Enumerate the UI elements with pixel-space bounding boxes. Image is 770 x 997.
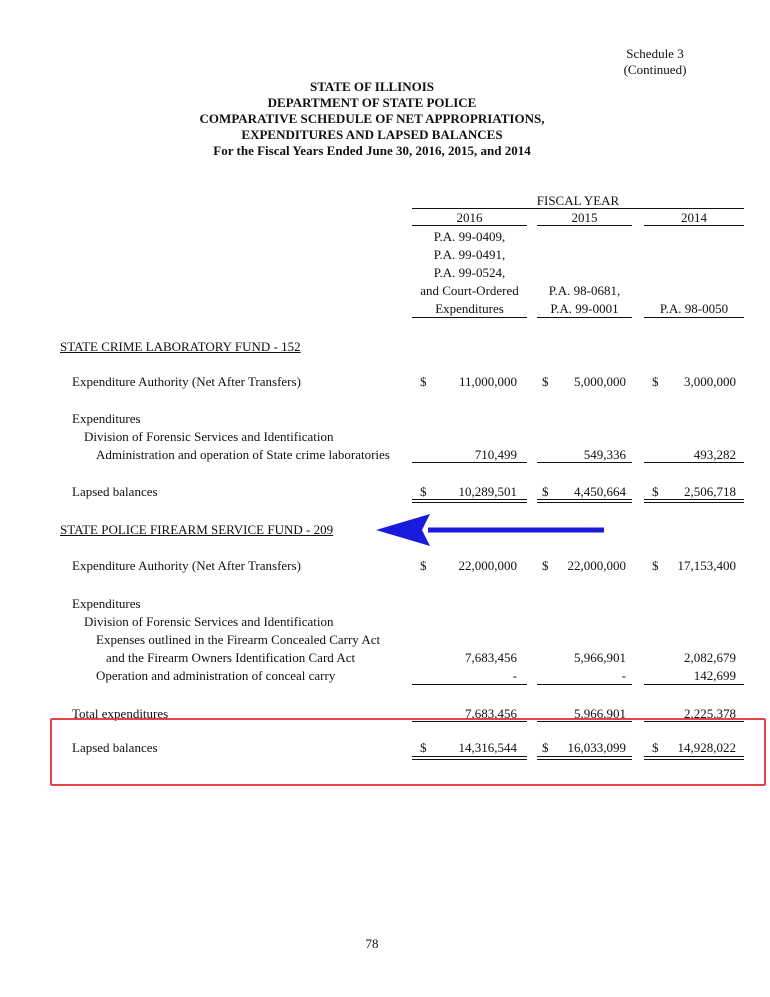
fund209-total-label: Total expenditures (72, 706, 169, 721)
page-number: 78 (365, 936, 379, 951)
dollar-sign: $ (542, 484, 549, 499)
fund209-expenses-2016: 7,683,456 (465, 650, 517, 665)
col2015-header-rule (537, 317, 632, 318)
fund152-authority-2014: 3,000,000 (684, 374, 736, 389)
col2016-authority-line: P.A. 99-0491, (433, 247, 506, 262)
fund209-title: STATE POLICE FIREARM SERVICE FUND - 209 (60, 522, 334, 537)
dollar-sign: $ (420, 374, 427, 389)
fund152-total-double-rule (412, 499, 527, 503)
fund152-subtotal-rule (412, 462, 527, 463)
year-2014: 2014 (681, 210, 707, 225)
fund152-admin-2014: 493,282 (693, 447, 736, 462)
schedule-continued: (Continued) (623, 62, 687, 77)
fund152-title: STATE CRIME LABORATORY FUND - 152 (60, 339, 301, 354)
title-expenditures: EXPENDITURES AND LAPSED BALANCES (241, 127, 503, 142)
fund209-lapsed-2014: 14,928,022 (677, 740, 736, 755)
fund209-subtotal-rule (644, 684, 744, 685)
fund209-expenditures-label: Expenditures (72, 596, 141, 611)
fund209-expenses-label-line1: Expenses outlined in the Firearm Concealed Carry Act (96, 632, 381, 647)
col2014-authority-line: P.A. 98-0050 (659, 301, 729, 316)
year-2016: 2016 (456, 210, 483, 225)
fund152-lapsed-2014: 2,506,718 (684, 484, 736, 499)
dollar-sign: $ (652, 740, 659, 755)
dollar-sign: $ (652, 558, 659, 573)
dollar-sign: $ (420, 484, 427, 499)
dollar-sign: $ (420, 558, 427, 573)
dollar-sign: $ (420, 740, 427, 755)
col2015-authority-line: P.A. 98-0681, (548, 283, 621, 298)
fund152-total-double-rule (644, 499, 744, 503)
col2016-authority-line: P.A. 99-0409, (433, 229, 506, 244)
fund209-operation-2014: 142,699 (693, 668, 736, 683)
col2015-authority-line: P.A. 99-0001 (550, 301, 619, 316)
fund152-lapsed-2015: 4,450,664 (574, 484, 626, 499)
col2016-header-rule (412, 317, 527, 318)
fund209-authority-label: Expenditure Authority (Net After Transfers) (72, 558, 301, 573)
title-schedule: COMPARATIVE SCHEDULE OF NET APPROPRIATIONS, (199, 111, 545, 126)
col2016-authority-line: P.A. 99-0524, (433, 265, 506, 280)
col2016-authority-line: and Court-Ordered (420, 283, 519, 298)
year-2014-rule (644, 225, 744, 226)
fiscal-year-header: FISCAL YEAR (536, 193, 620, 208)
fund209-lapsed-double-rule (412, 756, 527, 760)
fund209-total-2014: 2,225,378 (684, 706, 736, 721)
title-fiscal-years: For the Fiscal Years Ended June 30, 2016, 2015, and 2014 (213, 143, 531, 158)
fund152-lapsed-label: Lapsed balances (72, 484, 158, 499)
fund152-division-label: Division of Forensic Services and Identification (84, 429, 334, 444)
fund209-lapsed-double-rule (644, 756, 744, 760)
col2014-header-rule (644, 317, 744, 318)
title-department: DEPARTMENT OF STATE POLICE (267, 95, 477, 110)
dollar-sign: $ (542, 374, 549, 389)
year-2015-rule (537, 225, 632, 226)
fund152-subtotal-rule (537, 462, 632, 463)
fund152-admin-label: Administration and operation of State crime laboratories (96, 447, 390, 462)
dollar-sign: $ (542, 558, 549, 573)
title-state: STATE OF ILLINOIS (309, 79, 435, 94)
fund209-subtotal-rule (412, 684, 527, 685)
dollar-sign: $ (542, 740, 549, 755)
schedule-label: Schedule 3 (626, 46, 684, 61)
fund209-authority-2015: 22,000,000 (567, 558, 626, 573)
fund209-authority-2016: 22,000,000 (458, 558, 517, 573)
fund209-subtotal-rule (537, 684, 632, 685)
dollar-sign: $ (652, 484, 659, 499)
fund152-authority-2015: 5,000,000 (574, 374, 626, 389)
fund209-lapsed-double-rule (537, 756, 632, 760)
fund209-lapsed-label: Lapsed balances (72, 740, 158, 755)
col2016-authority-line: Expenditures (435, 301, 504, 316)
fund152-expenditures-label: Expenditures (72, 411, 141, 426)
fund209-expenses-2014: 2,082,679 (684, 650, 736, 665)
fund209-expenses-label-line2: and the Firearm Owners Identification Card Act (106, 650, 356, 665)
fund152-lapsed-2016: 10,289,501 (458, 484, 517, 499)
year-2016-rule (412, 225, 527, 226)
fund152-authority-2016: 11,000,000 (458, 374, 517, 389)
fund209-expenses-2015: 5,966,901 (574, 650, 626, 665)
fund209-operation-2015: - (621, 668, 626, 683)
fund152-subtotal-rule (644, 462, 744, 463)
fund152-authority-label: Expenditure Authority (Net After Transfers) (72, 374, 301, 389)
fund209-operation-label: Operation and administration of conceal carry (96, 668, 336, 683)
fund152-admin-2015: 549,336 (583, 447, 626, 462)
fund209-lapsed-2016: 14,316,544 (458, 740, 517, 755)
year-2015: 2015 (571, 210, 598, 225)
fund209-total-2016: 7,683,456 (465, 706, 517, 721)
fund152-total-double-rule (537, 499, 632, 503)
fund152-admin-2016: 710,499 (474, 447, 517, 462)
fund209-operation-2016: - (512, 668, 517, 683)
fund209-authority-2014: 17,153,400 (677, 558, 736, 573)
fund209-lapsed-2015: 16,033,099 (567, 740, 626, 755)
pointer-arrow-icon (372, 512, 608, 548)
dollar-sign: $ (652, 374, 659, 389)
fund209-division-label: Division of Forensic Services and Identification (84, 614, 334, 629)
fiscal-year-rule (412, 208, 744, 209)
fund209-total-2015: 5,966,901 (574, 706, 626, 721)
